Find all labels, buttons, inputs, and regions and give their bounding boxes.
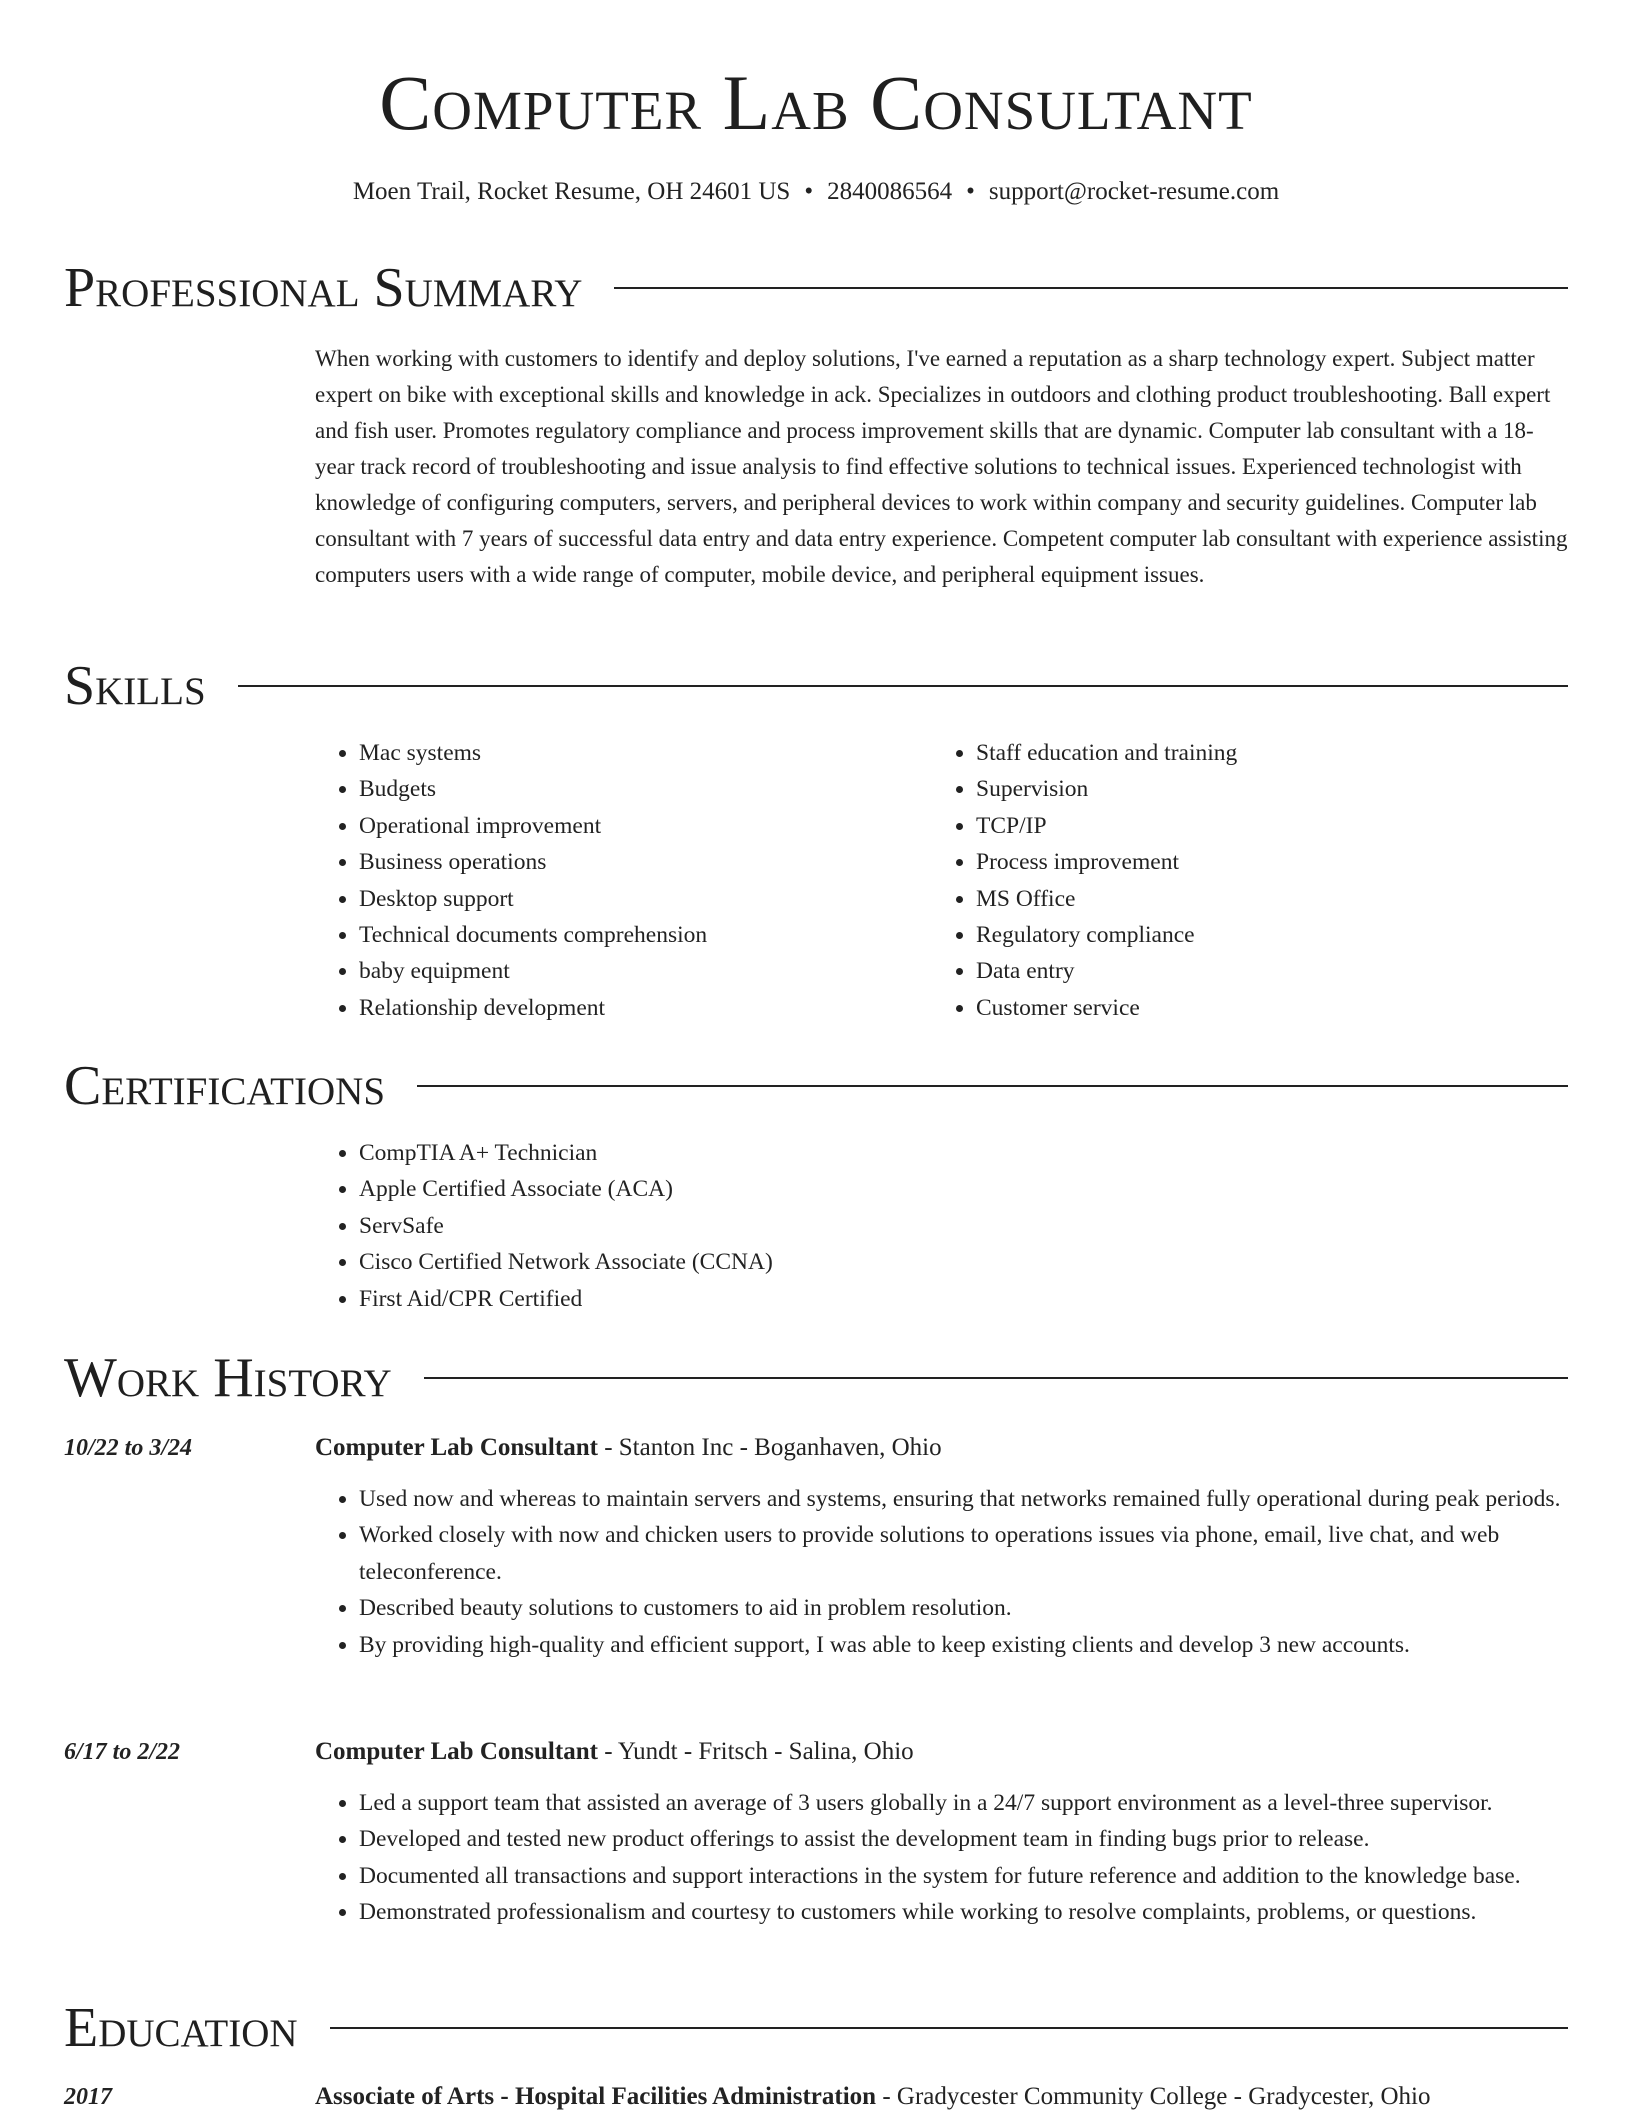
section-title-education: Education bbox=[64, 1997, 298, 2059]
certifications-list bbox=[315, 1135, 773, 1317]
job-title: Computer Lab Consultant bbox=[315, 1738, 598, 1765]
section-rule bbox=[424, 1377, 1568, 1379]
section-title-skills: Skills bbox=[64, 655, 206, 717]
skill-item: • Regulatory compliance bbox=[976, 917, 1237, 953]
contact-email: support@rocket-resume.com bbox=[988, 178, 1280, 205]
job-bullet: • Worked closely with now and chicken users to provide solutions to operations issues via phone, email, live chat, and web teleconference. bbox=[359, 1517, 1619, 1590]
contact-separator: • bbox=[804, 178, 814, 205]
job-heading bbox=[315, 1735, 914, 1769]
section-header-certifications bbox=[64, 1054, 1568, 1118]
education-heading bbox=[315, 2080, 1430, 2114]
skill-item: • Mac systems bbox=[359, 735, 707, 771]
certification-item: • ServSafe bbox=[359, 1208, 773, 1244]
job-company: Stanton Inc - Boganhaven, Ohio bbox=[618, 1434, 942, 1461]
education-dash: - bbox=[876, 2083, 897, 2110]
education-school: Gradycester Community College - Gradycester, Ohio bbox=[896, 2083, 1431, 2110]
section-rule bbox=[238, 685, 1568, 687]
resume-title: Computer Lab Consultant bbox=[379, 59, 1253, 146]
section-title-certifications: Certifications bbox=[64, 1055, 386, 1117]
job-title: Computer Lab Consultant bbox=[315, 1434, 598, 1461]
section-header-summary bbox=[64, 256, 1568, 320]
skill-item: • Operational improvement bbox=[359, 808, 707, 844]
section-title-work: Work History bbox=[64, 1347, 392, 1409]
section-header-education bbox=[64, 1996, 1568, 2060]
contact-address: Moen Trail, Rocket Resume, OH 24601 US bbox=[352, 178, 791, 205]
skill-item: • baby equipment bbox=[359, 953, 707, 989]
job-dates: 10/22 to 3/24 bbox=[64, 1435, 193, 1461]
job-bullet: • Used now and whereas to maintain servers and systems, ensuring that networks remained fully operational during peak periods. bbox=[359, 1481, 1619, 1517]
job-bullet: • Described beauty solutions to customers to aid in problem resolution. bbox=[359, 1590, 1619, 1626]
education-degree: Associate of Arts - Hospital Facilities Administration bbox=[315, 2083, 877, 2110]
summary-text: When working with customers to identify and deploy solutions, I've earned a reputation as a sharp technology expert. Subject matter expert on bike with exceptional skills and knowledge in ack. Specializes in outdoors and clothing product troubleshooting. Ball expert and fish user. Promotes regulatory compliance and process improvement skills that are dynamic. Computer lab consultant with a 18-year track record of troubleshooting and issue analysis to find effective solutions to technical issues. Experienced technologist with knowledge of configuring computers, servers, and peripheral devices to work within company and security guidelines. Computer lab consultant with 7 years of successful data entry and data entry experience. Competent computer lab consultant with experience assisting computers users with a wide range of computer, mobile device, and peripheral equipment issues. bbox=[315, 346, 1568, 587]
skill-item: • Supervision bbox=[976, 771, 1237, 807]
job-bullets bbox=[315, 1785, 1619, 1931]
skill-item: • Process improvement bbox=[976, 844, 1237, 880]
job-bullet: • Documented all transactions and support interactions in the system for future reference and addition to the knowledge base. bbox=[359, 1858, 1619, 1894]
job-bullet: • Led a support team that assisted an average of 3 users globally in a 24/7 support environment as a level-three supervisor. bbox=[359, 1785, 1619, 1821]
section-rule bbox=[417, 1085, 1568, 1087]
skill-item: • MS Office bbox=[976, 881, 1237, 917]
certification-item: • Cisco Certified Network Associate (CCNA) bbox=[359, 1244, 773, 1280]
skill-item: • Budgets bbox=[359, 771, 707, 807]
job-dash: - bbox=[597, 1738, 618, 1765]
section-header-work bbox=[64, 1346, 1568, 1410]
job-company: Yundt - Fritsch - Salina, Ohio bbox=[617, 1738, 914, 1765]
contact-line bbox=[0, 175, 1632, 209]
job-bullet: • Demonstrated professionalism and courtesy to customers while working to resolve complaints, problems, or questions. bbox=[359, 1894, 1619, 1930]
certification-item: • First Aid/CPR Certified bbox=[359, 1281, 773, 1317]
skills-list-left bbox=[315, 735, 707, 1026]
skills-list-right bbox=[932, 735, 1237, 1026]
section-rule bbox=[330, 2027, 1568, 2029]
skill-item: • TCP/IP bbox=[976, 808, 1237, 844]
job-dash: - bbox=[597, 1434, 619, 1461]
job-dates: 6/17 to 2/22 bbox=[64, 1739, 181, 1765]
job-heading bbox=[315, 1431, 942, 1465]
contact-separator: • bbox=[966, 178, 975, 205]
job-bullets bbox=[315, 1481, 1619, 1663]
job-bullet: • By providing high-quality and efficient support, I was able to keep existing clients and develop 3 new accounts. bbox=[359, 1627, 1619, 1663]
certification-item: • CompTIA A+ Technician bbox=[359, 1135, 773, 1171]
skill-item: • Business operations bbox=[359, 844, 707, 880]
section-rule bbox=[614, 287, 1568, 289]
skill-item: • Relationship development bbox=[359, 990, 707, 1026]
education-year: 2017 bbox=[64, 2084, 112, 2110]
job-bullet: • Developed and tested new product offerings to assist the development team in finding bugs prior to release. bbox=[359, 1821, 1619, 1857]
skill-item: • Technical documents comprehension bbox=[359, 917, 707, 953]
skill-item: • Customer service bbox=[976, 990, 1237, 1026]
certification-item: • Apple Certified Associate (ACA) bbox=[359, 1171, 773, 1207]
contact-phone: 2840086564 bbox=[827, 178, 953, 205]
section-header-skills bbox=[64, 654, 1568, 718]
skill-item: • Data entry bbox=[976, 953, 1237, 989]
section-title-summary: Professional Summary bbox=[64, 257, 583, 319]
skill-item: • Staff education and training bbox=[976, 735, 1237, 771]
skill-item: • Desktop support bbox=[359, 881, 707, 917]
